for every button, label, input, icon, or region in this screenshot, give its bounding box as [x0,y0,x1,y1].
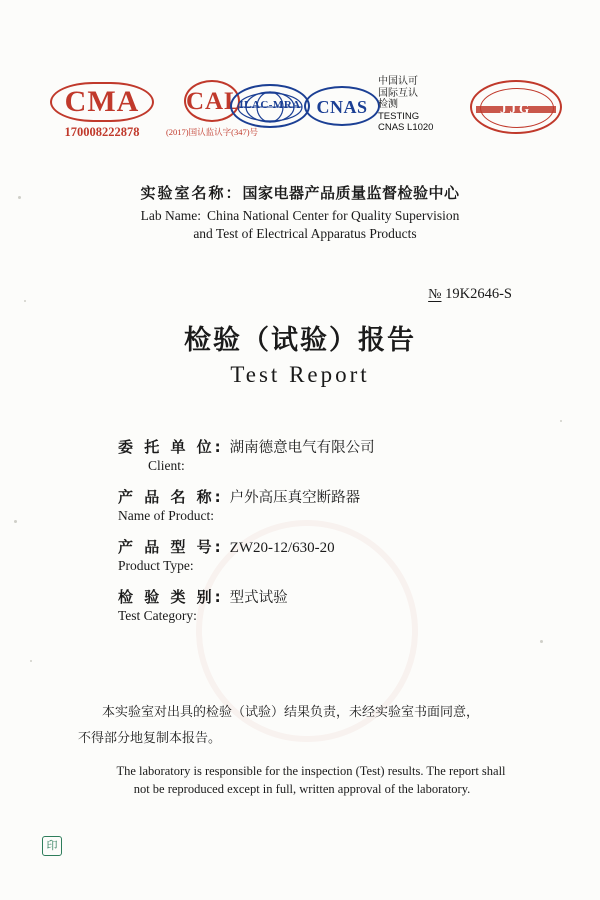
field-client-en-label: Client: [148,458,185,473]
field-product-name [118,486,538,526]
paper-speck [30,660,32,662]
report-number-value: 19K2646-S [445,286,512,302]
cnas-logo [304,86,380,126]
field-client-zh-label: 委 托 单 位: [118,438,224,456]
paper-speck [14,520,17,523]
statement-zh-line2: 不得部分地复制本报告。 [78,731,222,746]
field-test-category-en-label: Test Category: [118,608,197,623]
corner-seal-icon: 印 [42,836,62,856]
cnas-mark-text: CNAS [304,86,380,126]
cnas-text-line1: 中国认可 [378,76,418,87]
statement-en-line1: The laboratory is responsible for the inspection (Test) results. The report shall [116,764,506,778]
field-test-category-zh-label: 检 验 类 别: [118,588,224,606]
cqc-seal-logo [468,80,564,134]
cnas-text-line5: CNAS L1020 [378,122,434,133]
cal-mark-text: CAL [184,80,240,122]
statement-en [62,762,542,798]
report-number [428,286,512,303]
statement-zh-line1: 本实验室对出具的检验（试验）结果负责，未经实验室书面同意， [102,705,480,720]
accreditation-logo-row [0,72,600,156]
cnas-accreditation-text [378,76,470,134]
ilac-mark-text: ILAC-MRA [239,99,301,111]
lab-name-en-label: Lab Name: [140,208,202,223]
lab-name-en-line2: and Test of Electrical Apparatus Products [193,226,417,241]
cma-number: 170008222878 [64,125,140,139]
paper-speck [540,640,543,643]
lab-name-zh-line [0,182,600,203]
lab-name-en-value-1: China National Center for Quality Supervision [207,208,460,223]
lab-name-en-line1 [0,208,600,224]
field-client [118,436,538,476]
field-product-type-en-label: Product Type: [118,558,194,573]
cnas-text-line3: 检测 [378,99,398,110]
report-number-symbol: № [428,287,442,302]
cma-mark-text: CMA [50,82,154,122]
ilac-mra-logo [228,84,312,128]
cal-number: (2017)国认监认字(347)号 [165,127,259,137]
field-product-type-zh-label: 产 品 型 号: [118,538,224,556]
cnas-text-line2: 国际互认 [378,87,418,99]
statement-zh [78,700,528,752]
lab-name-zh-label: 实验室名称： [140,184,243,202]
field-product-name-zh-label: 产 品 名 称: [118,488,224,506]
paper-speck [24,300,26,302]
field-product-type-value: ZW20-12/630-20 [229,540,335,556]
field-product-name-value: 户外高压真空断路器 [229,490,361,506]
ilac-mark-shape [230,84,310,128]
cqc-mark-text: JJG [499,101,533,116]
report-fields [118,436,538,636]
page-title-zh: 检验（试验）报告 [184,325,416,356]
page-title-en: Test Report [230,362,370,387]
field-test-category-value: 型式试验 [229,590,288,606]
cma-logo [42,82,162,140]
field-client-value: 湖南德意电气有限公司 [229,440,375,456]
lab-name-zh-value: 国家电器产品质量监督检验中心 [242,184,460,202]
field-test-category [118,586,538,626]
cqc-seal-shape [470,80,562,134]
lab-name-block [0,182,600,242]
field-product-name-en-label: Name of Product: [118,508,214,523]
field-product-type [118,536,538,576]
paper-speck [560,420,562,422]
statement-en-line2: not be reproduced except in full, written approval of the laboratory. [133,782,471,796]
cnas-text-line4: TESTING [378,110,420,122]
